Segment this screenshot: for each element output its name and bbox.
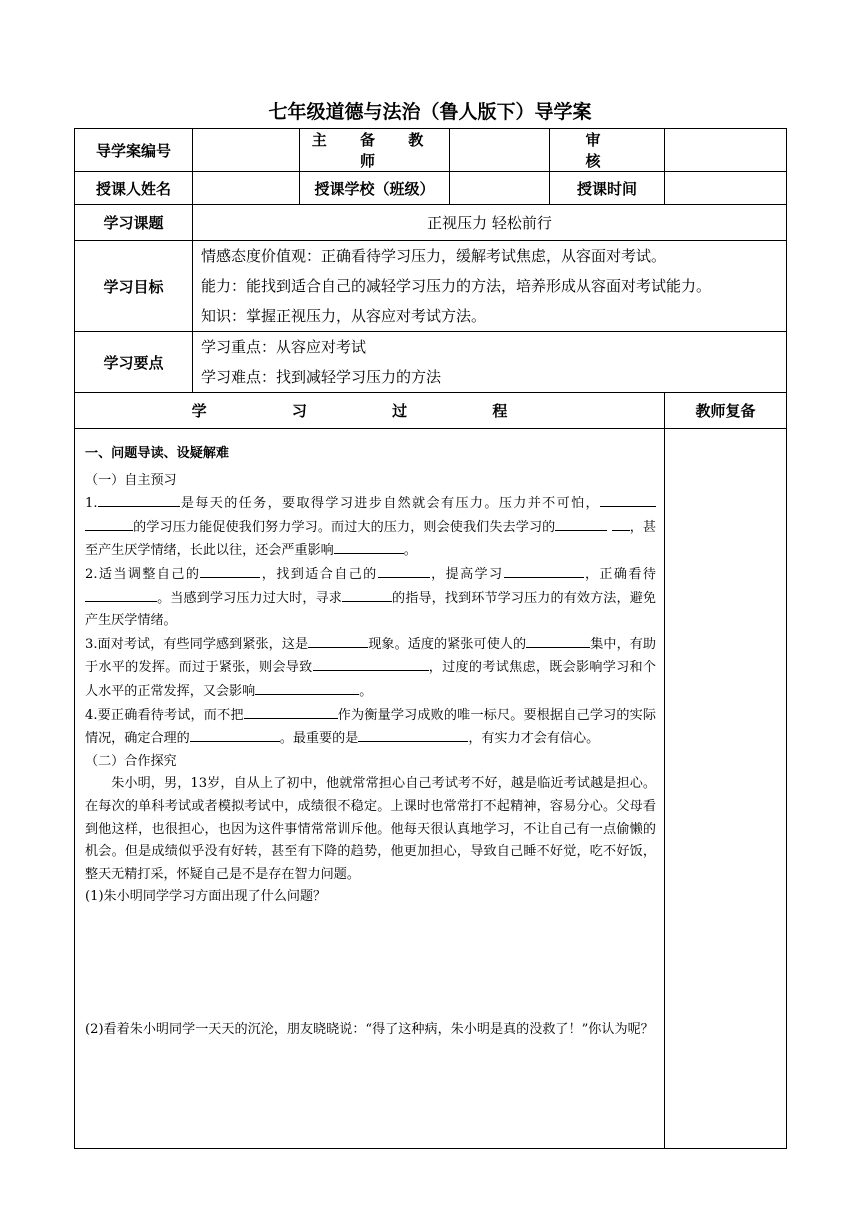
label-goals: 学习目标 (75, 241, 193, 332)
value-school-class[interactable] (450, 172, 550, 205)
section-heading: 一、问题导读、设疑解难 (85, 446, 230, 461)
answer-blank[interactable] (358, 727, 468, 742)
label-topic: 学习课题 (75, 205, 193, 241)
topic-value: 正视压力 轻松前行 (193, 205, 787, 241)
table-row (75, 172, 787, 205)
goals-cell (193, 241, 787, 332)
value-review[interactable] (665, 129, 787, 172)
table-row (75, 205, 787, 241)
label-class-time: 授课时间 (550, 172, 665, 205)
answer-blank[interactable] (200, 563, 260, 578)
discussion-question-2: (2)看着朱小明同学一天天的沉沦，朋友晓晓说：“得了这种病，朱小明是真的没救了！”你认为呢？ (85, 1021, 654, 1037)
case-story: 朱小明，男，13岁，自从上了初中，他就常常担心自己考试考不好，越是临近考试越是担心。在每次的单科考试或者模拟考试中，成绩很不稳定。上课时也常常打不起精神，容易分心。父母看到他这样，也很担心，也因为这件事情常常训斥他。他每天很认真地学习，不让自己有一点偷懒的机会。但是成绩似乎没有好转，甚至有下降的趋势，他更加担心，导致自己睡不好觉，吃不好饭，整天无精打采，怀疑自己是不是存在智力问题。 (85, 776, 656, 882)
value-teacher-name[interactable] (193, 172, 300, 205)
answer-blank[interactable] (98, 492, 180, 507)
label-lead-teacher: 主 备 教 师 (300, 129, 450, 172)
table-row (75, 429, 787, 1149)
table-row (75, 332, 787, 393)
answer-blank[interactable] (334, 539, 404, 554)
answer-blank[interactable] (378, 563, 430, 578)
answer-blank[interactable] (342, 587, 392, 602)
answer-blank[interactable] (190, 727, 280, 742)
label-school-class: 授课学校（班级） (300, 172, 450, 205)
answer-blank[interactable] (555, 516, 607, 531)
key-point-item: 学习重点：从容应对考试 (201, 338, 367, 356)
table-row (75, 393, 787, 429)
value-class-time[interactable] (665, 172, 787, 205)
answer-blank[interactable] (600, 492, 656, 507)
guide-table (74, 128, 787, 1149)
answer-blank[interactable] (308, 633, 368, 648)
answer-blank[interactable] (244, 704, 338, 719)
goal-item: 知识：掌握正视压力，从容应对考试方法。 (201, 307, 487, 325)
process-header: 学 习 过 程 (75, 393, 665, 429)
label-teacher-name: 授课人姓名 (75, 172, 193, 205)
key-point-item: 学习难点：找到减轻学习压力的方法 (201, 368, 442, 386)
answer-blank[interactable] (612, 516, 630, 531)
value-lead-teacher[interactable] (450, 129, 550, 172)
question-1: 1. 是每天的任务，要取得学习进步自然就会有压力。压力并不可怕， 的学习压力能促使我们努力学习。而过大的压力，则会使我们失去学习的 ，甚至产生厌学情绪，长此以往，还会严重影响 。 (85, 492, 656, 563)
answer-blank[interactable] (504, 563, 584, 578)
answer-blank[interactable] (85, 516, 133, 531)
teacher-review-header: 教师复备 (665, 393, 787, 429)
table-row (75, 241, 787, 332)
value-case-number[interactable] (193, 129, 300, 172)
label-review: 审 核 (550, 129, 665, 172)
table-row (75, 129, 787, 172)
key-points-cell (193, 332, 787, 393)
goal-item: 情感态度价值观：正确看待学习压力，缓解考试焦虑，从容面对考试。 (201, 247, 667, 265)
question-4: 4.要正确看待考试，而不把 作为衡量学习成败的唯一标尺。要根据自己学习的实际情况，确定合理的 。最重要的是 ，有实力才会有信心。 (85, 704, 656, 751)
goal-item: 能力：能找到适合自己的减轻学习压力的方法，培养形成从容面对考试能力。 (201, 277, 712, 295)
answer-blank[interactable] (313, 656, 429, 671)
label-key-points: 学习要点 (75, 332, 193, 393)
label-case-number: 导学案编号 (75, 129, 193, 172)
subsection-heading: （一）自主预习 (85, 472, 177, 488)
answer-blank[interactable] (85, 587, 157, 602)
page-title: 七年级道德与法治（鲁人版下）导学案 (268, 101, 592, 123)
question-3: 3.面对考试，有些同学感到紧张，这是 现象。适度的紧张可使人的 集中，有助于水平的发挥。而过于紧张，则会导致 ，过度的考试焦虑，既会影响学习和个人水平的正常发挥，又会影响 。 (85, 633, 656, 704)
subsection-heading: （二）合作探究 (85, 753, 177, 769)
question-2: 2.适当调整自己的 ，找到适合自己的 ，提高学习 ，正确看待。当感到学习压力过大时，寻求 的指导，找到环节学习压力的有效方法，避免产生厌学情绪。 (85, 563, 656, 633)
answer-space[interactable] (85, 909, 656, 1019)
teacher-review-cell[interactable] (665, 429, 787, 1149)
process-content (75, 429, 665, 1149)
answer-blank[interactable] (255, 680, 359, 695)
answer-blank[interactable] (526, 633, 590, 648)
discussion-question-1: (1)朱小明同学学习方面出现了什么问题？ (85, 889, 327, 905)
